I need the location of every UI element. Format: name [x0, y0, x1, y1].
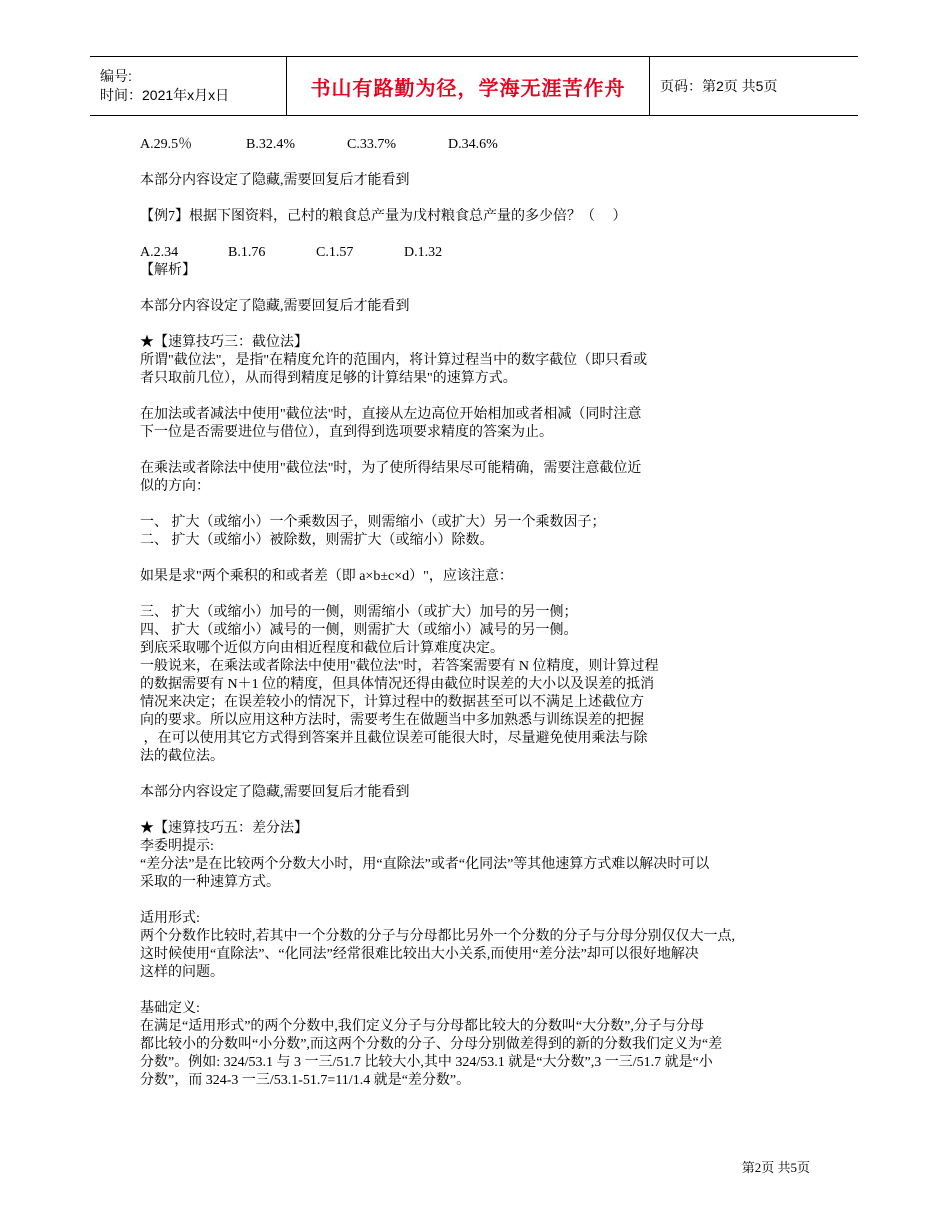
hidden-notice: 本部分内容设定了隐藏,需要回复后才能看到	[140, 785, 410, 800]
paragraph-line: 到底采取哪个近似方向由相近程度和截位后计算难度决定。	[140, 641, 504, 656]
header-page-info: 页码：第2页 共5页	[660, 78, 778, 94]
paragraph-line: “差分法”是在比较两个分数大小时，用“直除法”或者“化同法”等其他速算方式难以解决时可以	[140, 857, 710, 872]
paragraph-line: 分数”，而 324-3 一三/53.1-51.7=11/1.4 就是“差分数”。	[140, 1073, 471, 1088]
paragraph-line: 的数据需要有 N＋1 位的精度，但具体情况还得由截位时误差的大小以及误差的抵消	[140, 677, 655, 692]
paragraph-line: 下一位是否需要进位与借位），直到得到选项要求精度的答案为止。	[140, 425, 553, 440]
option-c: C.1.57	[316, 245, 354, 260]
page-header	[90, 56, 858, 116]
paragraph-line: 在乘法或者除法中使用"截位法"时，为了使所得结果尽可能精确，需要注意截位近	[140, 461, 642, 476]
option-b: B.32.4%	[246, 137, 295, 152]
paragraph-line: 采取的一种速算方式。	[140, 875, 280, 890]
example-7-question: 【例7】根据下图资料，己村的粮食总产量为戊村粮食总产量的多少倍？（ ）	[140, 209, 627, 224]
paragraph-line: 所谓"截位法"，是指"在精度允许的范围内，将计算过程当中的数字截位（即只看或	[140, 353, 648, 368]
page-footer: 第2页 共5页	[741, 1160, 810, 1175]
options-list-2	[140, 244, 820, 262]
option-d: D.1.32	[404, 245, 443, 260]
paragraph-line: 这时候使用“直除法”、“化同法”经常很难比较出大小关系,而使用“差分法”却可以很好地解决	[140, 947, 699, 962]
header-motto-cell	[287, 57, 650, 115]
paragraph-line: 这样的问题。	[140, 965, 224, 980]
document-body	[140, 136, 820, 1090]
header-meta	[90, 57, 287, 115]
hidden-notice: 本部分内容设定了隐藏,需要回复后才能看到	[140, 299, 410, 314]
paragraph-line: 都比较小的分数叫“小分数”,而这两个分数的分子、分母分别做差得到的新的分数我们定义为“差	[140, 1037, 723, 1052]
rule-line: 三、 扩大（或缩小）加号的一侧，则需缩小（或扩大）加号的另一侧；	[140, 605, 578, 620]
form-label: 适用形式:	[140, 911, 200, 926]
option-d: D.34.6%	[448, 137, 498, 152]
paragraph-line: 情况来决定；在误差较小的情况下，计算过程中的数据甚至可以不满足上述截位方	[140, 695, 644, 710]
header-motto: 书山有路勤为径，学海无涯苦作舟	[310, 75, 626, 100]
paragraph-line: 似的方向：	[140, 479, 210, 494]
paragraph-line: 法的截位法。	[140, 749, 224, 764]
option-a: A.29.5％	[140, 137, 193, 152]
sum-note: 如果是求"两个乘积的和或者差（即 a×b±c×d）"，应该注意：	[140, 569, 513, 584]
header-page-info-cell	[650, 57, 858, 115]
rule-line: 二、 扩大（或缩小）被除数，则需扩大（或缩小）除数。	[140, 533, 494, 548]
rule-line: 四、 扩大（或缩小）减号的一侧，则需扩大（或缩小）减号的另一侧。	[140, 623, 578, 638]
paragraph-line: 者只取前几位），从而得到精度足够的计算结果"的速算方式。	[140, 371, 517, 386]
hidden-notice: 本部分内容设定了隐藏,需要回复后才能看到	[140, 173, 410, 188]
time-label: 时间：2021年x月x日	[100, 87, 230, 103]
option-c: C.33.7%	[347, 137, 396, 152]
basic-label: 基础定义:	[140, 1001, 200, 1016]
paragraph-line: 在加法或者减法中使用"截位法"时，直接从左边高位开始相加或者相减（同时注意	[140, 407, 642, 422]
paragraph-line: 一般说来，在乘法或者除法中使用"截位法"时，若答案需要有 N 位精度，则计算过程	[140, 659, 659, 674]
paragraph-line: 向的要求。所以应用这种方法时，需要考生在做题当中多加熟悉与训练误差的把握	[140, 713, 644, 728]
paragraph-line: 分数”。例如: 324/53.1 与 3 一三/51.7 比较大小,其中 324/53.1 就是“大分数”,3 一三/51.7 就是“小	[140, 1055, 713, 1070]
analysis-label: 【解析】	[140, 263, 196, 278]
tip5-author: 李委明提示:	[140, 839, 214, 854]
rule-line: 一、 扩大（或缩小）一个乘数因子，则需缩小（或扩大）另一个乘数因子；	[140, 515, 606, 530]
tip3-title: ★【速算技巧三：截位法】	[140, 335, 308, 350]
paragraph-line: 在满足“适用形式”的两个分数中,我们定义分子与分母都比较大的分数叫“大分数”,分子与分母	[140, 1019, 704, 1034]
options-list-1	[140, 136, 820, 154]
paragraph-line: ，在可以使用其它方式得到答案并且截位误差可能很大时，尽量避免使用乘法与除	[140, 731, 648, 746]
tip5-title: ★【速算技巧五：差分法】	[140, 821, 308, 836]
paragraph-line: 两个分数作比较时,若其中一个分数的分子与分母都比另外一个分数的分子与分母分别仅仅大一点,	[140, 929, 735, 944]
option-b: B.1.76	[228, 245, 266, 260]
number-label: 编号:	[100, 68, 132, 84]
option-a: A.2.34	[140, 245, 179, 260]
